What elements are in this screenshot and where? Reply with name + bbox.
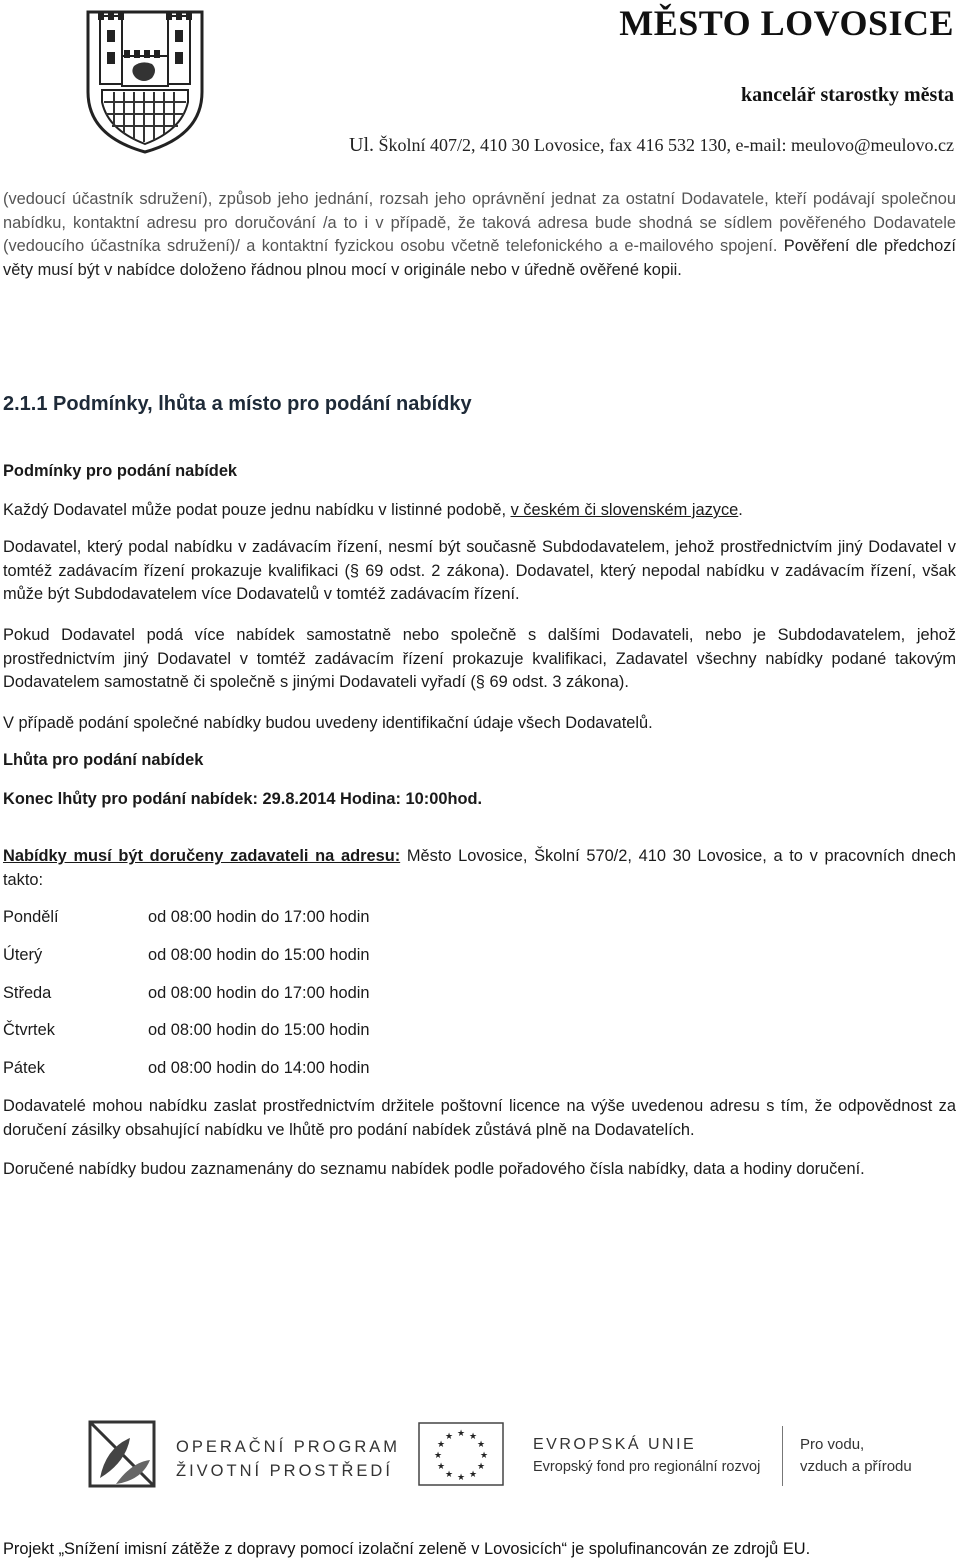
office-address xyxy=(349,134,954,157)
schedule-day: Pátek xyxy=(3,1059,45,1078)
schedule-row xyxy=(3,944,503,982)
office-name: kancelář starostky města xyxy=(741,84,954,106)
town-crest-icon xyxy=(82,6,208,156)
schedule-row xyxy=(3,1019,503,1057)
slogan-line2: vzduch a přírodu xyxy=(800,1458,912,1475)
op-line2: ŽIVOTNÍ PROSTŘEDÍ xyxy=(176,1462,393,1480)
paragraph-3: Pokud Dodavatel podá více nabídek samostatně nebo společně s dalšími Dodavateli, nebo je Subdodavatelem, jehož prostřednictvím jiný Dodavatel v tomtéž zadávacím řízení prokazuje kvalifikaci, Zadavatel všechny nabídky podané takovým Dodavatelem samostatně či společně s jinými Dodavateli vyřadí (§ 69 odst. 3 zákona). xyxy=(3,626,956,691)
conditions-heading: Podmínky pro podání nabídek xyxy=(3,462,238,480)
svg-text:★: ★ xyxy=(468,1470,478,1480)
svg-text:★: ★ xyxy=(476,1462,486,1472)
schedule-day: Úterý xyxy=(3,945,43,964)
eu-line2: Evropský fond pro regionální rozvoj xyxy=(533,1459,761,1475)
paragraph-6: Doručené nabídky budou zaznamenány do seznamu nabídek podle pořadového čísla nabídky, data a hodiny doručení. xyxy=(3,1160,865,1178)
schedule-hours: od 08:00 hodin do 15:00 hodin xyxy=(148,945,370,964)
svg-text:★: ★ xyxy=(433,1451,443,1461)
schedule-hours: od 08:00 hodin do 15:00 hodin xyxy=(148,1021,370,1040)
svg-text:★: ★ xyxy=(444,1470,454,1480)
schedule-row xyxy=(3,1057,503,1095)
delivery-address-label: Nabídky musí být doručeny zadavateli na adresu: xyxy=(3,847,401,865)
op-zp-logo-icon xyxy=(86,1418,158,1490)
svg-text:★: ★ xyxy=(476,1440,486,1450)
intro-block xyxy=(3,188,956,282)
schedule-day: Čtvrtek xyxy=(3,1021,55,1040)
op-zp-text xyxy=(176,1435,400,1483)
eu-text xyxy=(533,1434,760,1478)
intro-part2: Pověření dle předchozí věty musí být v nabídce doloženo řádnou plnou mocí v originále nebo v úředně ověřené kopii. xyxy=(3,237,956,279)
footer-divider xyxy=(782,1426,783,1486)
svg-text:★: ★ xyxy=(456,1429,466,1439)
delivery-address xyxy=(3,845,956,892)
eu-line1: EVROPSKÁ UNIE xyxy=(533,1436,697,1453)
paragraph-5: Dodavatelé mohou nabídku zaslat prostřednictvím držitele poštovní licence na výše uvedenou adresu s tím, že odpovědnost za doručení zásilky obsahující nabídku ve lhůtě pro podání nabídek zůstává plně na Dodavatelích. xyxy=(3,1097,956,1139)
svg-text:★: ★ xyxy=(456,1473,466,1483)
address-text: Školní 407/2, 410 30 Lovosice, fax 416 532 130, e-mail: meulovo@meulovo.cz xyxy=(378,135,954,155)
p1-end: . xyxy=(738,501,743,519)
op-line1: OPERAČNÍ PROGRAM xyxy=(176,1438,401,1456)
p1-text: Každý Dodavatel může podat pouze jednu nabídku v listinné podobě, xyxy=(3,501,511,519)
city-title: MĚSTO LOVOSICE xyxy=(619,3,954,43)
schedule-row xyxy=(3,982,503,1020)
schedule-row xyxy=(3,906,503,944)
svg-text:★: ★ xyxy=(468,1432,478,1442)
schedule-day: Pondělí xyxy=(3,908,59,926)
deadline-heading: Lhůta pro podání nabídek xyxy=(3,751,204,769)
slogan-line1: Pro vodu, xyxy=(800,1436,865,1453)
paragraph-1 xyxy=(3,499,956,523)
address-prefix: Ul. xyxy=(349,134,374,156)
section-heading: 2.1.1 Podmínky, lhůta a místo pro podání nabídky xyxy=(3,393,472,415)
schedule-table xyxy=(3,906,503,1095)
slogan xyxy=(800,1434,912,1478)
schedule-day: Středa xyxy=(3,983,52,1002)
schedule-hours: od 08:00 hodin do 17:00 hodin xyxy=(148,983,370,1002)
svg-text:★: ★ xyxy=(436,1462,446,1472)
schedule-hours: od 08:00 hodin do 17:00 hodin xyxy=(148,908,370,926)
svg-text:★: ★ xyxy=(444,1432,454,1442)
svg-text:★: ★ xyxy=(436,1440,446,1450)
intro-paragraph xyxy=(3,188,956,282)
p1-language: v českém či slovenském jazyce xyxy=(510,501,739,519)
project-note: Projekt „Snížení imisní zátěže z dopravy pomocí izolační zeleně v Lovosicích“ je spolufinancován ze zdrojů EU. xyxy=(3,1540,811,1558)
schedule-hours: od 08:00 hodin do 14:00 hodin xyxy=(148,1059,370,1078)
paragraph-2: Dodavatel, který podal nabídku v zadávacím řízení, nesmí být současně Subdodavatelem, jehož prostřednictvím jiný Dodavatel v tomtéž zadávacím řízení prokazuje kvalifikaci (§ 69 odst. 2 zákona). Dodavatel, který nepodal nabídku v zadávacím řízení, však může být Subdodavatelem více Dodavatelů v tomtéž zadávacím řízení. xyxy=(3,538,956,603)
delivery-address-text: Město Lovosice, Školní 570/2, 410 30 Lovosice, a to v pracovních dnech takto: xyxy=(3,847,957,889)
svg-text:★: ★ xyxy=(479,1451,489,1461)
eu-flag-icon xyxy=(418,1422,504,1486)
intro-part1: (vedoucí účastník sdružení), způsob jeho jednání, rozsah jeho oprávnění jednat za ostatní Dodavatele, kteří podávají společnou nabídku, kontaktní adresu pro doručování /a to i v případě, že taková adresa bude shodná se sídlem pověřeného Dodavatele (vedoucího účastníka sdružení)/ a kontaktní fyzickou osobu včetně telefonického a e-mailového spojení. xyxy=(3,190,956,255)
paragraph-4: V případě podání společné nabídky budou uvedeny identifikační údaje všech Dodavatelů. xyxy=(3,714,653,732)
deadline: Konec lhůty pro podání nabídek: 29.8.2014 Hodina: 10:00hod. xyxy=(3,790,483,808)
